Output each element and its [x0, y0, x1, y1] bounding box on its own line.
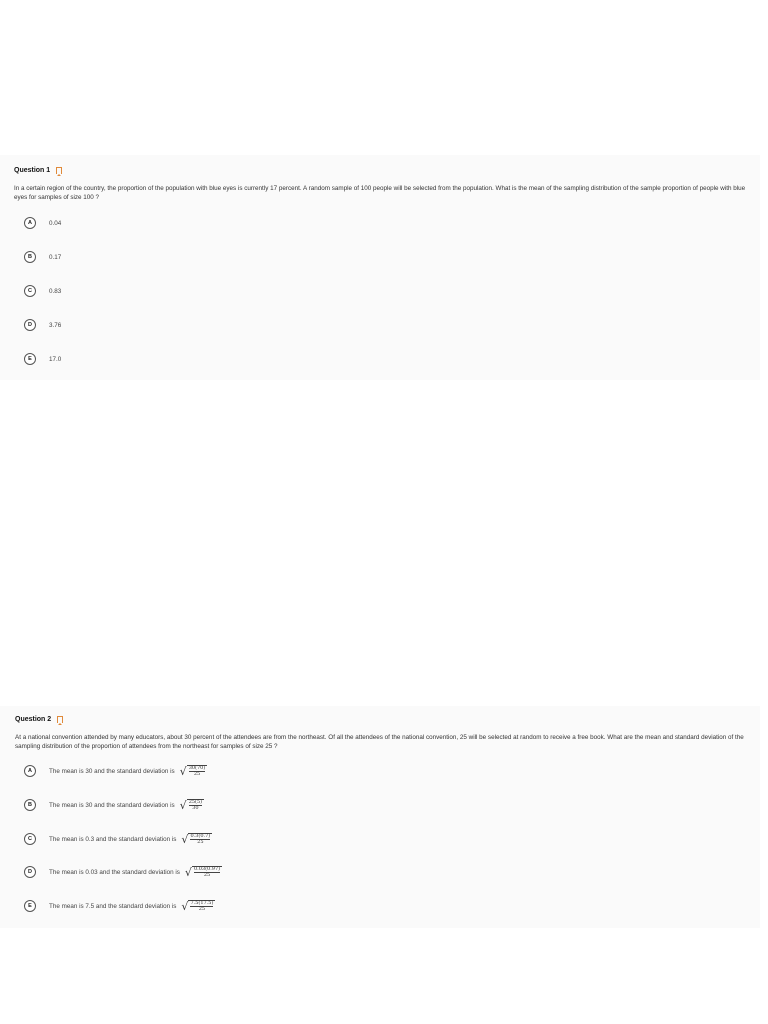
- radical-icon: √: [181, 899, 189, 913]
- option-text: 0.83: [49, 287, 62, 295]
- option-letter[interactable]: C: [24, 833, 36, 845]
- option-letter[interactable]: A: [24, 217, 36, 229]
- option-letter[interactable]: B: [24, 251, 36, 263]
- question-1-option-d[interactable]: [24, 318, 61, 332]
- option-prefix: The mean is 30 and the standard deviation is: [49, 767, 175, 775]
- question-2-option-b[interactable]: [24, 798, 204, 812]
- option-letter[interactable]: D: [24, 866, 36, 878]
- option-text: 0.17: [49, 253, 62, 261]
- fraction: [187, 765, 208, 778]
- numerator: 0.03(0.97): [193, 865, 221, 872]
- option-prefix: The mean is 0.03 and the standard deviation is: [49, 868, 180, 876]
- option-letter[interactable]: B: [24, 799, 36, 811]
- option-text: [49, 765, 207, 778]
- option-prefix: The mean is 7.5 and the standard deviation is: [49, 902, 177, 910]
- question-2-option-e[interactable]: [24, 899, 215, 913]
- question-1-option-e[interactable]: [24, 352, 61, 366]
- option-letter[interactable]: D: [24, 319, 36, 331]
- numerator: 30(70): [188, 764, 206, 771]
- sqrt-expression: [181, 900, 215, 913]
- question-2-option-a[interactable]: [24, 764, 207, 778]
- option-letter[interactable]: E: [24, 900, 36, 912]
- sqrt-expression: [180, 765, 208, 778]
- question-1-text: In a certain region of the country, the proportion of the population with blue eyes is currently 17 percent. A random sample of 100 people will be selected from the population. What is the mean of the sampling distribution of the sample proportion of people with blue eyes for samples of size 100 ?: [14, 185, 746, 201]
- radical-icon: √: [179, 798, 187, 812]
- option-letter[interactable]: C: [24, 285, 36, 297]
- denominator: 25: [193, 771, 201, 777]
- denominator: 25: [197, 839, 204, 845]
- question-1-option-a[interactable]: [24, 216, 61, 230]
- bookmark-icon[interactable]: [57, 716, 63, 723]
- option-text: 17.0: [49, 355, 62, 363]
- question-2-label: Question 2: [15, 716, 52, 723]
- option-text: [49, 866, 222, 879]
- bookmark-icon[interactable]: [56, 167, 62, 174]
- option-text: [49, 799, 204, 812]
- denominator: 25: [203, 872, 211, 878]
- option-letter[interactable]: A: [24, 765, 36, 777]
- numerator: 7.5(17.5): [190, 899, 214, 906]
- question-1-option-c[interactable]: [24, 284, 61, 298]
- question-1-card: [0, 155, 760, 380]
- option-text: [49, 833, 212, 846]
- fraction: [187, 799, 204, 812]
- question-2-option-c[interactable]: [24, 832, 212, 846]
- numerator: 25(5): [188, 798, 203, 805]
- fraction: [188, 833, 212, 846]
- question-2-header: [15, 716, 63, 723]
- sqrt-expression: [185, 866, 222, 879]
- radical-icon: √: [181, 832, 189, 846]
- option-text: 0.04: [49, 219, 62, 227]
- denominator: 30: [192, 805, 199, 811]
- denominator: 25: [198, 906, 206, 912]
- option-prefix: The mean is 0.3 and the standard deviation is: [49, 835, 177, 843]
- option-prefix: The mean is 30 and the standard deviation is: [49, 801, 175, 809]
- numerator: 0.3(0.7): [190, 832, 211, 839]
- question-1-label: Question 1: [14, 167, 51, 174]
- option-letter[interactable]: E: [24, 353, 36, 365]
- option-text: 3.76: [49, 321, 62, 329]
- sqrt-expression: [180, 799, 204, 812]
- question-2-card: [0, 706, 760, 928]
- fraction: [192, 866, 222, 879]
- radical-icon: √: [179, 764, 187, 778]
- sqrt-expression: [181, 833, 212, 846]
- question-1-option-b[interactable]: [24, 250, 61, 264]
- question-2-text: At a national convention attended by many educators, about 30 percent of the attendees are from the northeast. Of all the attendees of the national convention, 25 will be selected at random to receive a free book. What are the mean and standard deviation of the sampling distribution of the proportion of attendees from the northeast for samples of size 25 ?: [15, 734, 744, 750]
- question-2-option-d[interactable]: [24, 865, 222, 879]
- radical-icon: √: [184, 865, 192, 879]
- option-text: [49, 900, 215, 913]
- question-1-header: [14, 167, 62, 174]
- fraction: [188, 900, 215, 913]
